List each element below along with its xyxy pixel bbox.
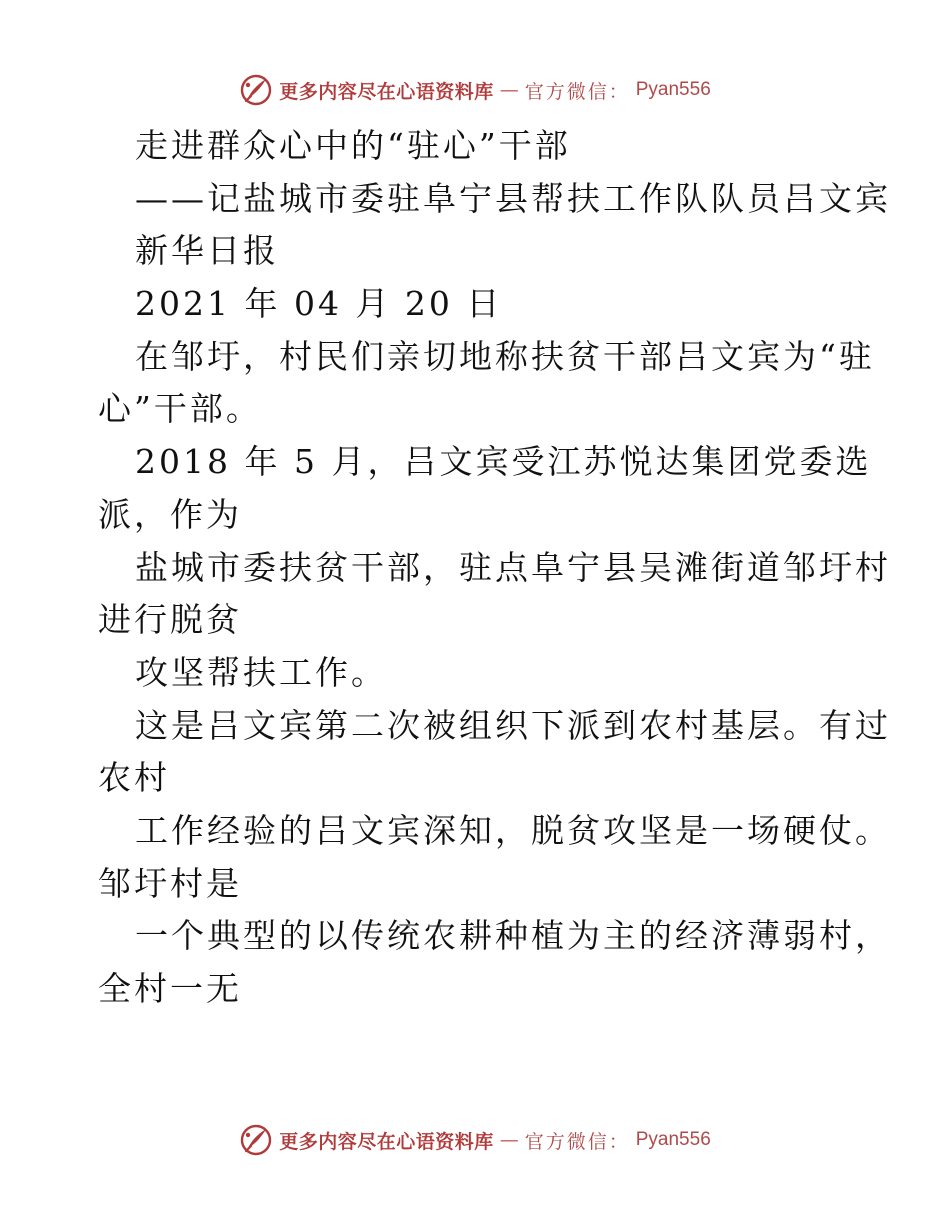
paragraph-line: 在邹圩，村民们亲切地称扶贫干部吕文宾为“驻: [135, 336, 875, 376]
paragraph-line: 邹圩村是: [98, 863, 242, 903]
banner-promo-text: 更多内容尽在心语资料库: [279, 80, 494, 103]
paragraph-line: 盐城市委扶贫干部，驻点阜宁县吴滩街道邹圩村: [135, 547, 891, 587]
article-source: 新华日报: [135, 231, 279, 271]
banner-separator: —: [499, 1129, 519, 1151]
banner-wechat-label: 官方微信：: [524, 1130, 630, 1153]
paragraph-line: 派，作为: [98, 494, 242, 534]
banner-wechat-id: Pyan556: [635, 1129, 711, 1150]
header-banner: [0, 70, 950, 110]
paragraph-line: 这是吕文宾第二次被组织下派到农村基层。有过: [135, 705, 891, 745]
quill-pen-logo-icon: [239, 73, 273, 107]
quill-pen-logo-icon: [239, 1123, 273, 1157]
banner-separator: —: [499, 79, 519, 101]
footer-banner: [0, 1120, 950, 1160]
article-title: 走进群众心中的“驻心”干部: [135, 126, 571, 165]
paragraph-line: 进行脱贫: [98, 600, 242, 640]
paragraph-line: 2018 年 5 月，吕文宾受江苏悦达集团党委选: [135, 442, 872, 482]
article-subtitle: ——记盐城市委驻阜宁县帮扶工作队队员吕文宾: [135, 178, 891, 218]
paragraph-line: 一个典型的以传统农耕种植为主的经济薄弱村，: [135, 916, 891, 956]
article-date: 2021 年 04 月 20 日: [135, 284, 503, 324]
paragraph-line: 工作经验的吕文宾深知，脱贫攻坚是一场硬仗。: [135, 810, 891, 850]
banner-promo-text: 更多内容尽在心语资料库: [279, 1130, 494, 1153]
banner-wechat-id: Pyan556: [635, 79, 711, 100]
paragraph-line: 心”干部。: [98, 389, 262, 429]
paragraph-line: 农村: [98, 758, 170, 798]
document-body: [98, 120, 891, 1016]
paragraph-line: 攻坚帮扶工作。: [135, 652, 387, 692]
paragraph-line: 全村一无: [98, 969, 242, 1008]
banner-wechat-label: 官方微信：: [524, 80, 630, 103]
